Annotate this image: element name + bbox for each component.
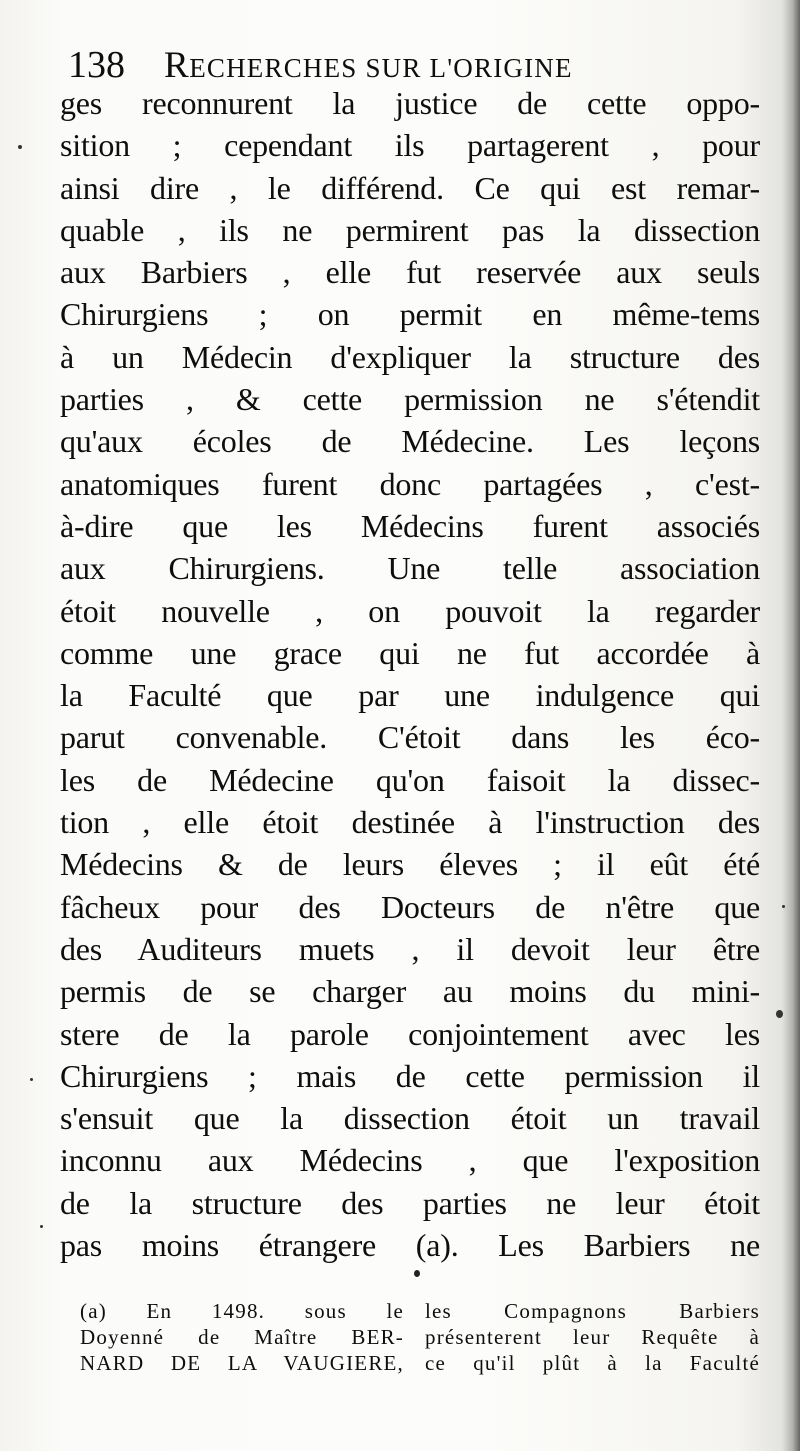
text-line: s'ensuit que la dissection étoit un travail xyxy=(60,1100,760,1137)
text-line: à un Médecin d'expliquer la structure des xyxy=(60,338,760,375)
paper-speck xyxy=(40,1225,43,1228)
text-line: stere de la parole conjointement avec les xyxy=(60,1015,760,1052)
text-line: de la structure des parties ne leur étoit xyxy=(60,1184,760,1221)
footnote-line: (a) En 1498. sous le xyxy=(80,1299,404,1323)
text-line: inconnu aux Médecins , que l'exposition xyxy=(60,1142,760,1179)
running-title xyxy=(164,45,573,86)
footnote-line: Doyenné de Maître BER- xyxy=(80,1325,404,1349)
text-line: tion , elle étoit destinée à l'instruction des xyxy=(60,804,760,841)
text-line: les de Médecine qu'on faisoit la dissec- xyxy=(60,761,760,798)
text-line: des Auditeurs muets , il devoit leur être xyxy=(60,930,760,967)
paper-speck xyxy=(18,145,22,149)
text-line: pas moins étrangere (a). Les Barbiers ne xyxy=(60,1227,760,1264)
text-line: quable , ils ne permirent pas la dissection xyxy=(60,211,760,248)
text-line: étoit nouvelle , on pouvoit la regarder xyxy=(60,592,760,629)
text-line: fâcheux pour des Docteurs de n'être que xyxy=(60,888,760,925)
text-line: Médecins & de leurs éleves ; il eût été xyxy=(60,846,760,883)
footnote-right-column xyxy=(425,1298,760,1376)
text-line: aux Barbiers , elle fut reservée aux seuls xyxy=(60,254,760,291)
text-line: parties , & cette permission ne s'étendit xyxy=(60,381,760,418)
text-line: la Faculté que par une indulgence qui xyxy=(60,677,760,714)
footnote-line: NARD DE LA VAUGIERE, xyxy=(80,1351,404,1375)
footnote-line: présenterent leur Requête à xyxy=(425,1325,760,1349)
ink-dot xyxy=(414,1270,420,1277)
page-edge-shadow xyxy=(782,0,800,1451)
text-line: ges reconnurent la justice de cette oppo- xyxy=(60,85,760,121)
body-text xyxy=(60,82,760,1266)
text-line: anatomiques furent donc partagées , c'est- xyxy=(60,465,760,502)
text-line: comme une grace qui ne fut accordée à xyxy=(60,634,760,671)
paper-speck xyxy=(776,1010,783,1018)
running-title-rest: ECHERCHES SUR L'ORIGINE xyxy=(189,53,573,83)
footnote-line: les Compagnons Barbiers xyxy=(425,1299,760,1323)
text-line: sition ; cependant ils partagerent , pour xyxy=(60,127,760,164)
footnote-left-column xyxy=(80,1298,404,1376)
running-title-initial: R xyxy=(164,45,190,86)
footnote-line: ce qu'il plût à la Faculté xyxy=(425,1351,760,1375)
text-line: aux Chirurgiens. Une telle association xyxy=(60,550,760,587)
text-line: ainsi dire , le différend. Ce qui est remar- xyxy=(60,169,760,206)
text-line: Chirurgiens ; on permit en même-tems xyxy=(60,296,760,333)
paper-speck xyxy=(30,1078,33,1081)
page-number: 138 xyxy=(68,44,125,86)
text-line: permis de se charger au moins du mini- xyxy=(60,973,760,1010)
text-line: parut convenable. C'étoit dans les éco- xyxy=(60,719,760,756)
text-line: à-dire que les Médecins furent associés xyxy=(60,507,760,544)
text-line: qu'aux écoles de Médecine. Les leçons xyxy=(60,423,760,460)
paper-speck xyxy=(782,905,785,908)
text-line: Chirurgiens ; mais de cette permission il xyxy=(60,1057,760,1094)
